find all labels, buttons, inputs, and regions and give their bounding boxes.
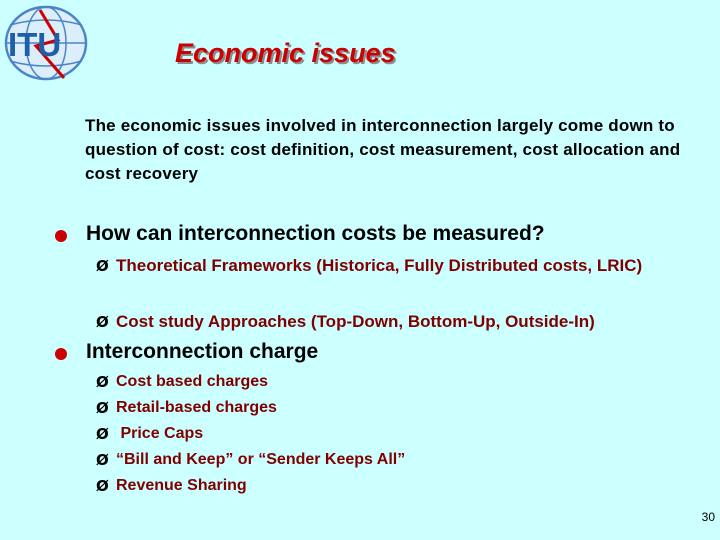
arrow-bullet-icon: Ø	[96, 373, 109, 391]
subitem-cost-study-approaches	[0, 310, 720, 334]
subitem-text: “Bill and Keep” or “Sender Keeps All”	[116, 451, 406, 468]
logo-text: ITU	[8, 26, 62, 63]
bullet-item-measure-costs	[0, 222, 720, 252]
arrow-bullet-icon: Ø	[96, 477, 109, 495]
subitem-retail-based-charges	[0, 396, 720, 422]
itu-globe-logo-icon	[0, 0, 100, 85]
red-bullet-icon	[55, 348, 67, 360]
intro-paragraph: The economic issues involved in interconnection largely come down to question of cost: cost definition, cost measurement, cost allocation and cost recovery	[85, 116, 681, 183]
arrow-bullet-icon: Ø	[96, 425, 109, 443]
arrow-bullet-icon: Ø	[96, 257, 109, 275]
subitem-cost-based-charges	[0, 370, 720, 396]
subitem-text: Cost study Approaches (Top-Down, Bottom-Up, Outside-In)	[116, 312, 595, 331]
subitem-text: Retail-based charges	[116, 399, 277, 416]
subitem-theoretical-frameworks	[0, 254, 720, 302]
arrow-bullet-icon: Ø	[96, 451, 109, 469]
page-title: Economic issues	[175, 38, 396, 68]
subitem-price-caps	[0, 422, 720, 448]
arrow-bullet-icon: Ø	[96, 399, 109, 417]
subitem-text: Cost based charges	[116, 373, 269, 390]
subitem-text: Price Caps	[116, 425, 204, 442]
subitem-text: Revenue Sharing	[116, 477, 247, 494]
itu-logo	[0, 0, 100, 85]
page-number: 30	[701, 510, 715, 524]
subitem-text: Theoretical Frameworks (Historica, Fully Distributed costs, LRIC)	[116, 256, 643, 275]
arrow-bullet-icon: Ø	[96, 313, 109, 331]
subitem-bill-and-keep	[0, 448, 720, 474]
bullet-item-interconnection-charge	[0, 340, 720, 370]
bullet-text: Interconnection charge	[86, 340, 319, 363]
red-bullet-icon	[55, 230, 67, 242]
bullet-text: How can interconnection costs be measured?	[86, 222, 545, 245]
subitem-revenue-sharing	[0, 474, 720, 500]
